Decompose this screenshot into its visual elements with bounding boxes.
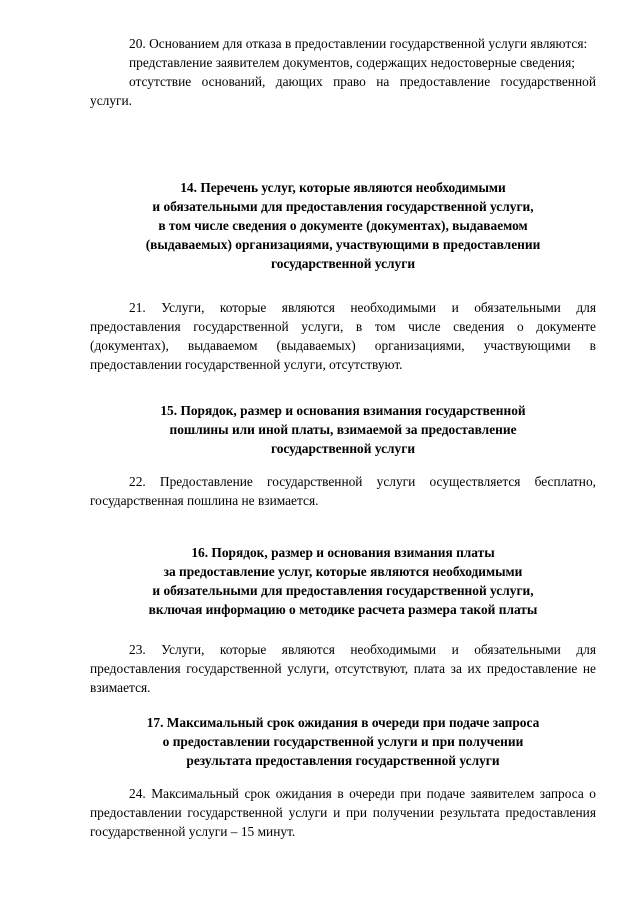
paragraph-20-item-1: представление заявителем документов, содержащих недостоверные сведения; — [129, 55, 575, 70]
heading-14-line: и обязательными для предоставления государственной услуги, — [152, 199, 534, 214]
paragraph-22 — [90, 472, 596, 510]
paragraph-22-text: 22. Предоставление государственной услуги осуществляется бесплатно, государственная пошлина не взимается. — [90, 474, 596, 508]
heading-17-line: результата предоставления государственной услуги — [186, 753, 500, 768]
paragraph-24-text: 24. Максимальный срок ожидания в очереди при подаче заявителем запроса о предоставлении государственной услуги и при получении результата предоставления государственной услуги – 15 минут. — [90, 786, 596, 839]
heading-14-line: (выдаваемых) организациями, участвующими в предоставлении — [145, 237, 541, 252]
heading-15-text — [90, 401, 596, 458]
paragraph-20 — [90, 34, 596, 110]
paragraph-20-intro: 20. Основанием для отказа в предоставлении государственной услуги являются: — [129, 36, 588, 51]
paragraph-20-item-2: отсутствие оснований, дающих право на предоставление государственной услуги. — [90, 74, 596, 108]
heading-15-line: пошлины или иной платы, взимаемой за предоставление — [169, 422, 517, 437]
paragraph-24 — [90, 784, 596, 841]
heading-14-line: 14. Перечень услуг, которые являются необходимыми — [180, 180, 506, 195]
heading-17-text — [90, 713, 596, 770]
heading-17-line: о предоставлении государственной услуги и при получении — [162, 734, 524, 749]
heading-15-line: государственной услуги — [270, 441, 416, 456]
section-heading-15 — [90, 401, 596, 458]
document-page — [90, 0, 596, 905]
heading-16-line: 16. Порядок, размер и основания взимания платы — [191, 545, 495, 560]
section-heading-16 — [90, 543, 596, 619]
heading-14-line: государственной услуги — [270, 256, 416, 271]
section-heading-17 — [90, 713, 596, 770]
paragraph-23-text: 23. Услуги, которые являются необходимыми и обязательными для предоставления государственной услуги, отсутствуют, плата за их предоставление не взимается. — [90, 642, 596, 695]
heading-17-line: 17. Максимальный срок ожидания в очереди при подаче запроса — [146, 715, 540, 730]
heading-14-text — [90, 178, 596, 273]
heading-15-line: 15. Порядок, размер и основания взимания государственной — [160, 403, 526, 418]
heading-14-line: в том числе сведения о документе (документах), выдаваемом — [158, 218, 528, 233]
paragraph-21 — [90, 298, 596, 374]
section-heading-14 — [90, 178, 596, 273]
paragraph-21-text: 21. Услуги, которые являются необходимыми и обязательными для предоставления государственной услуги, в том числе сведения о документе (документах), выдаваемом (выдаваемых) организациями, участвующими в предоставлении государственной услуги, отсутствуют. — [90, 300, 596, 372]
paragraph-23 — [90, 640, 596, 697]
heading-16-line: и обязательными для предоставления государственной услуги, — [152, 583, 534, 598]
heading-16-line: за предоставление услуг, которые являются необходимыми — [163, 564, 523, 579]
heading-16-line: включая информацию о методике расчета размера такой платы — [148, 602, 538, 617]
heading-16-text — [90, 543, 596, 619]
